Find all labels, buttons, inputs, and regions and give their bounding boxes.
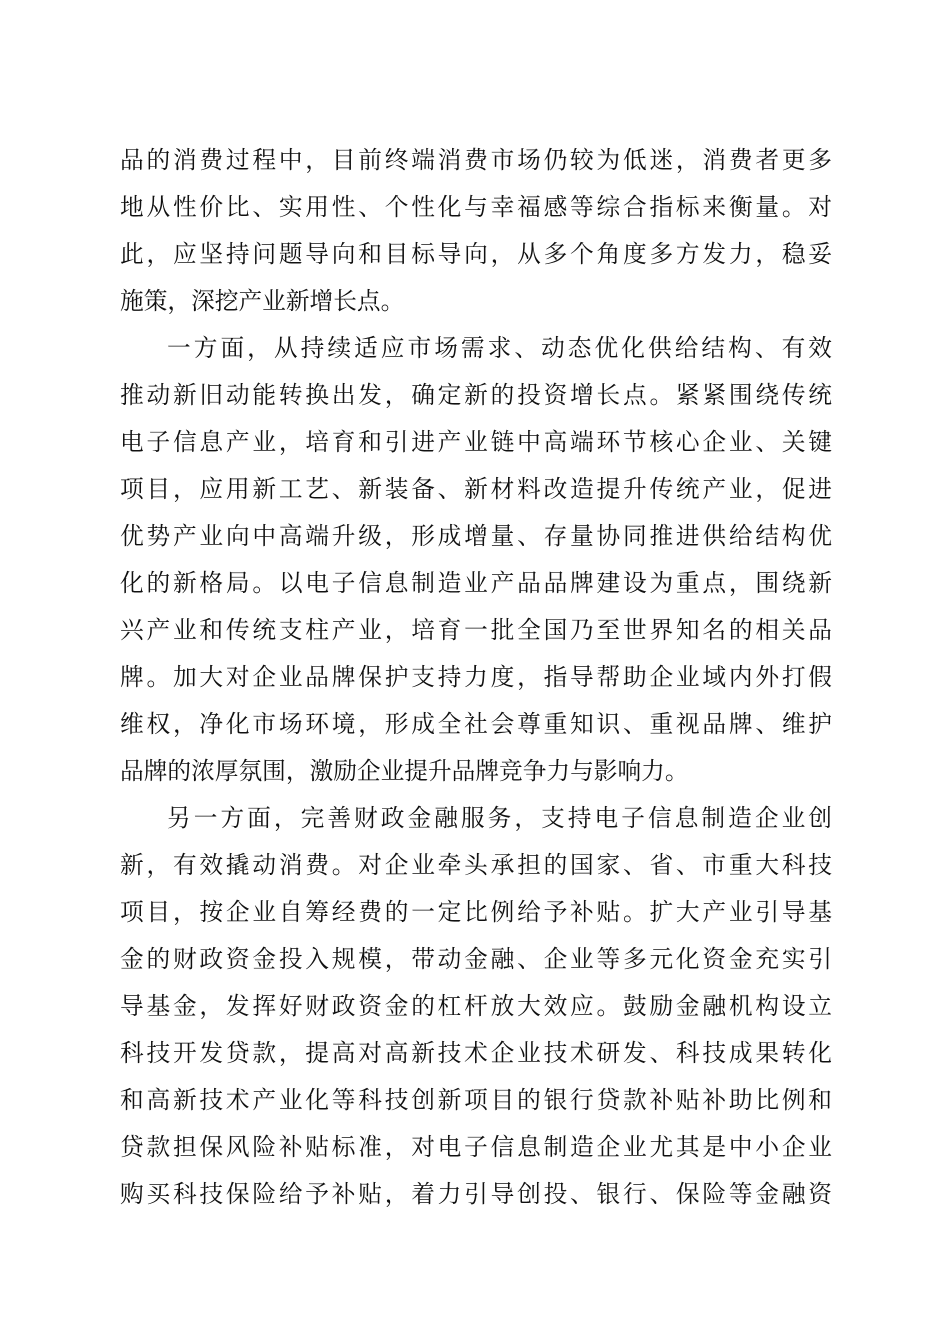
text-line: 新，有效撬动消费。对企业牵头承担的国家、省、市重大科技 xyxy=(120,851,832,879)
text-line: 化的新格局。以电子信息制造业产品品牌建设为重点，围绕新 xyxy=(120,569,832,597)
text-line: 金的财政资金投入规模，带动金融、企业等多元化资金充实引 xyxy=(120,945,832,973)
paragraph-3 xyxy=(120,795,832,1218)
text-line: 维权，净化市场环境，形成全社会尊重知识、重视品牌、维护 xyxy=(120,710,832,738)
text-line: 贷款担保风险补贴标准，对电子信息制造企业尤其是中小企业 xyxy=(120,1133,832,1161)
text-line: 牌。加大对企业品牌保护支持力度，指导帮助企业域内外打假 xyxy=(120,663,832,691)
text-line: 优势产业向中高端升级，形成增量、存量协同推进供给结构优 xyxy=(120,522,832,550)
text-line: 品的消费过程中，目前终端消费市场仍较为低迷，消费者更多 xyxy=(120,146,832,174)
text-line: 品牌的浓厚氛围，激励企业提升品牌竞争力与影响力。 xyxy=(120,757,689,785)
text-line: 导基金，发挥好财政资金的杠杆放大效应。鼓励金融机构设立 xyxy=(120,992,832,1020)
text-line: 项目，按企业自筹经费的一定比例给予补贴。扩大产业引导基 xyxy=(120,898,832,926)
text-line: 电子信息产业，培育和引进产业链中高端环节核心企业、关键 xyxy=(120,428,832,456)
paragraph-1 xyxy=(120,137,832,325)
text-line: 一方面，从持续适应市场需求、动态优化供给结构、有效 xyxy=(167,334,832,362)
paragraph-2 xyxy=(120,325,832,795)
text-line: 项目，应用新工艺、新装备、新材料改造提升传统产业，促进 xyxy=(120,475,832,503)
text-line: 地从性价比、实用性、个性化与幸福感等综合指标来衡量。对 xyxy=(120,193,832,221)
text-line: 施策，深挖产业新增长点。 xyxy=(120,287,405,315)
text-line: 此，应坚持问题导向和目标导向，从多个角度多方发力，稳妥 xyxy=(120,240,832,268)
text-line: 推动新旧动能转换出发，确定新的投资增长点。紧紧围绕传统 xyxy=(120,381,832,409)
text-line: 兴产业和传统支柱产业，培育一批全国乃至世界知名的相关品 xyxy=(120,616,832,644)
body-text xyxy=(120,137,832,1218)
text-line: 科技开发贷款，提高对高新技术企业技术研发、科技成果转化 xyxy=(120,1039,832,1067)
text-line: 购买科技保险给予补贴，着力引导创投、银行、保险等金融资 xyxy=(120,1180,832,1208)
text-line: 和高新技术产业化等科技创新项目的银行贷款补贴补助比例和 xyxy=(120,1086,832,1114)
text-line: 另一方面，完善财政金融服务，支持电子信息制造企业创 xyxy=(167,804,832,832)
